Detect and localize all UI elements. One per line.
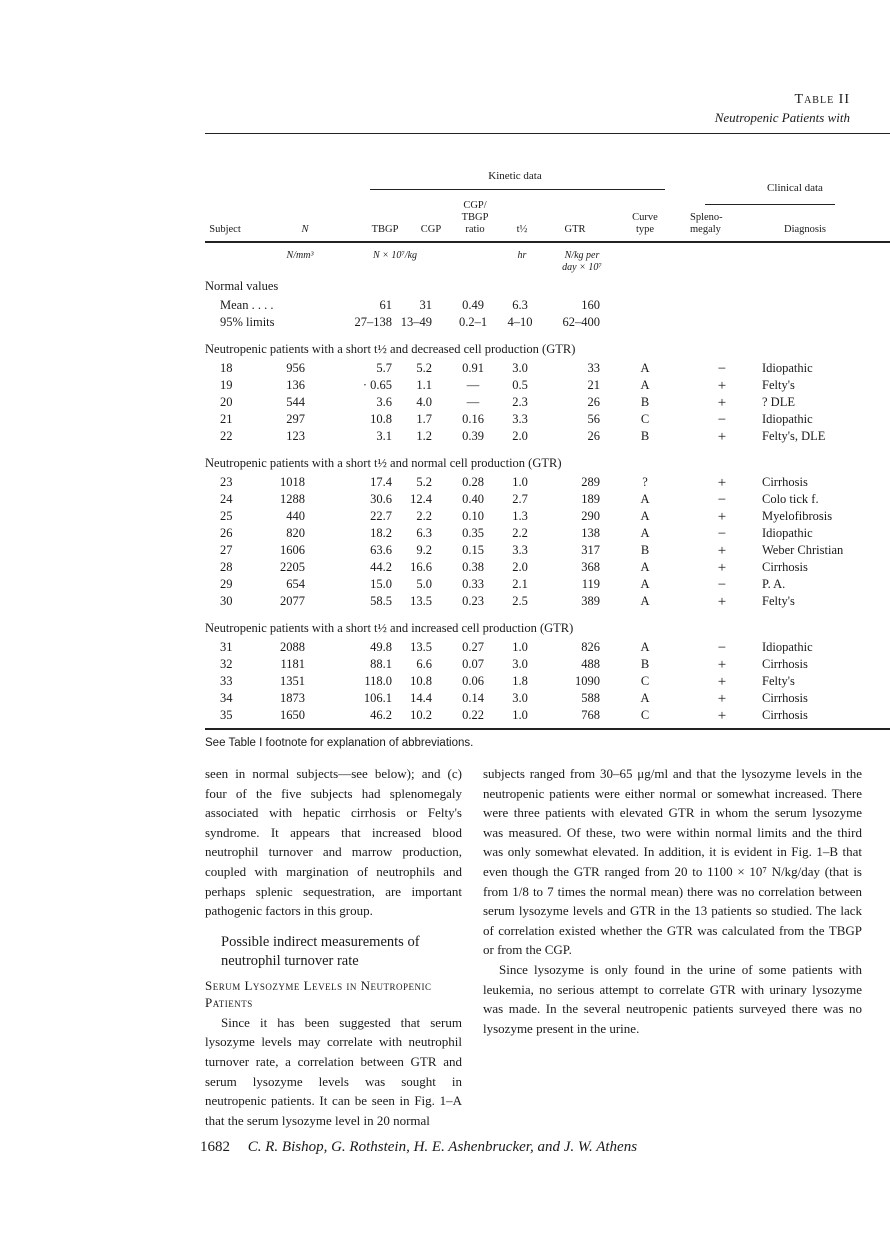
table-row [205, 412, 890, 429]
unit-t-half: hr [517, 250, 527, 261]
cell-subject: 31 [220, 640, 233, 654]
cell-cgp: 13.5 [410, 640, 432, 654]
col-tbgp: TBGP [371, 224, 399, 235]
cell-subject: 35 [220, 708, 233, 722]
cell-t-half: 0.5 [512, 378, 528, 392]
subsection-heading: Serum Lysozyme Levels in Neutropenic Patients [205, 977, 432, 1010]
cell-n: 1606 [280, 543, 305, 557]
cell-subject: 26 [220, 526, 233, 540]
cell-tbgp: 18.2 [370, 526, 392, 540]
normal-values-heading [205, 279, 890, 298]
cell-curve-type: A [640, 361, 650, 375]
col-curve-line1: Curve [632, 212, 658, 223]
cell-t-half: 3.3 [512, 543, 528, 557]
cell-splenomegaly: + [717, 395, 727, 411]
cell-gtr: 56 [587, 412, 600, 426]
table-row [205, 674, 890, 691]
cell-subject: 18 [220, 361, 233, 375]
cell-gtr: 826 [581, 640, 600, 654]
unit-gtr [552, 250, 612, 274]
cell-splenomegaly: + [717, 708, 727, 724]
cell-splenomegaly: − [717, 361, 727, 377]
cell-ratio: 0.10 [462, 509, 484, 523]
table-row [205, 543, 890, 560]
cell-tbgp: 46.2 [370, 708, 392, 722]
section-heading: Possible indirect measurements of neutrophil turnover rate [221, 933, 420, 969]
cell-n: 654 [286, 577, 305, 591]
cell-n: 1288 [280, 492, 305, 506]
cell-n: 1181 [280, 657, 305, 671]
section-title: Neutropenic patients with a short t½ and decreased cell production (GTR) [205, 342, 576, 356]
cell-t-half: 3.3 [512, 412, 528, 426]
cell-cgp: 2.2 [416, 509, 432, 523]
cell-diagnosis: Cirrhosis [762, 691, 808, 705]
normal-mean-row [205, 298, 890, 315]
cell-ratio: 0.16 [462, 412, 484, 426]
cell-splenomegaly: + [717, 429, 727, 445]
cell-ratio: 0.14 [462, 691, 484, 705]
normal-values-label: Normal values [205, 279, 279, 293]
cell-tbgp: 22.7 [370, 509, 392, 523]
cell-gtr: 588 [581, 691, 600, 705]
cell-subject: 30 [220, 594, 233, 608]
cell-curve-type: A [640, 509, 650, 523]
table-row [205, 577, 890, 594]
section-gap [205, 446, 890, 456]
unit-pool: N × 10⁷/kg [372, 250, 418, 261]
cell-splenomegaly: + [717, 543, 727, 559]
cell-cgp: 31 [419, 298, 432, 312]
cell-ratio: 0.33 [462, 577, 484, 591]
cell-diagnosis: ? DLE [762, 395, 795, 409]
cell-ratio: 0.35 [462, 526, 484, 540]
cell-cgp: 1.7 [416, 412, 432, 426]
cell-t-half: 2.1 [512, 577, 528, 591]
cell-t-half: 2.3 [512, 395, 528, 409]
cell-splenomegaly: − [717, 640, 727, 656]
cell-diagnosis: Colo tick f. [762, 492, 819, 506]
cell-ratio: 0.91 [462, 361, 484, 375]
cell-cgp: 1.2 [416, 429, 432, 443]
cell-diagnosis: Idiopathic [762, 526, 813, 540]
cell-tbgp: 106.1 [363, 691, 392, 705]
section-title: Neutropenic patients with a short t½ and increased cell production (GTR) [205, 621, 574, 635]
table-row [205, 560, 890, 577]
cell-subject: 33 [220, 674, 233, 688]
cell-subject: 24 [220, 492, 233, 506]
cell-n: 1873 [280, 691, 305, 705]
cell-tbgp: 17.4 [370, 475, 392, 489]
clinical-data-group: Clinical data [767, 182, 823, 194]
cell-tbgp: 61 [379, 298, 392, 312]
right-column [483, 764, 862, 1038]
cell-gtr: 21 [587, 378, 600, 392]
table-row [205, 395, 890, 412]
row-label: 95% limits [220, 315, 275, 329]
cell-gtr: 488 [581, 657, 600, 671]
table-row [205, 361, 890, 378]
cell-gtr: 368 [581, 560, 600, 574]
cell-diagnosis: Felty's [762, 378, 795, 392]
cell-subject: 22 [220, 429, 233, 443]
cell-t-half: 2.0 [512, 560, 528, 574]
authors: C. R. Bishop, G. Rothstein, H. E. Ashenbrucker, and J. W. Athens [247, 1139, 638, 1155]
cell-tbgp: 3.6 [376, 395, 392, 409]
table-label: Table II [794, 92, 850, 107]
cell-curve-type: A [640, 378, 650, 392]
cell-tbgp: 30.6 [370, 492, 392, 506]
cell-curve-type: C [640, 412, 650, 426]
col-gtr: GTR [564, 224, 586, 235]
cell-subject: 34 [220, 691, 233, 705]
cell-subject: 20 [220, 395, 233, 409]
cell-diagnosis: Idiopathic [762, 361, 813, 375]
col-curve-type [625, 212, 665, 236]
cell-curve-type: A [640, 526, 650, 540]
cell-n: 2088 [280, 640, 305, 654]
cell-cgp: 5.2 [416, 475, 432, 489]
cell-cgp: 14.4 [410, 691, 432, 705]
col-t-half: t½ [516, 224, 528, 235]
cell-ratio: 0.2–1 [458, 315, 488, 329]
cell-curve-type: A [640, 560, 650, 574]
cell-gtr: 138 [581, 526, 600, 540]
col-ratio [455, 200, 495, 236]
cell-t-half: 2.7 [512, 492, 528, 506]
cell-cgp: 6.3 [416, 526, 432, 540]
cell-gtr: 26 [587, 395, 600, 409]
cell-diagnosis: Weber Christian [762, 543, 844, 557]
section-title: Neutropenic patients with a short t½ and normal cell production (GTR) [205, 456, 562, 470]
cell-t-half: 1.0 [512, 475, 528, 489]
cell-ratio: — [466, 378, 480, 392]
cell-gtr: 189 [581, 492, 600, 506]
cell-curve-type: B [640, 657, 650, 671]
cell-gtr: 317 [581, 543, 600, 557]
cell-gtr: 290 [581, 509, 600, 523]
table-row [205, 378, 890, 395]
table-row [205, 657, 890, 674]
table-row [205, 429, 890, 446]
top-rule [205, 133, 890, 134]
cell-t-half: 2.0 [512, 429, 528, 443]
cell-curve-type: A [640, 691, 650, 705]
cell-diagnosis: Felty's [762, 674, 795, 688]
col-ratio-line2: TBGP [461, 212, 489, 223]
cell-diagnosis: Myelofibrosis [762, 509, 833, 523]
unit-gtr-line1: N/kg per [564, 250, 600, 261]
row-label: Mean . . . . [220, 298, 274, 312]
cell-ratio: 0.27 [462, 640, 484, 654]
cell-subject: 28 [220, 560, 233, 574]
cell-t-half: 6.3 [512, 298, 528, 312]
table-row [205, 640, 890, 657]
cell-gtr: 62–400 [562, 315, 600, 329]
section-gap [205, 332, 890, 342]
col-curve-line2: type [635, 224, 655, 235]
col-spleno-line2: megaly [690, 224, 721, 235]
table-row [205, 509, 890, 526]
cell-gtr: 33 [587, 361, 600, 375]
cell-t-half: 1.8 [512, 674, 528, 688]
cell-tbgp: 44.2 [370, 560, 392, 574]
cell-cgp: 10.8 [410, 674, 432, 688]
cell-cgp: 1.1 [416, 378, 432, 392]
cell-tbgp: 63.6 [370, 543, 392, 557]
cell-ratio: 0.39 [462, 429, 484, 443]
cell-splenomegaly: − [717, 577, 727, 593]
table-row [205, 492, 890, 509]
cell-tbgp: 5.7 [376, 361, 392, 375]
cell-cgp: 5.2 [416, 361, 432, 375]
cell-n: 1650 [280, 708, 305, 722]
cell-subject: 29 [220, 577, 233, 591]
cell-t-half: 4–10 [507, 315, 533, 329]
cell-tbgp: 15.0 [370, 577, 392, 591]
cell-cgp: 10.2 [410, 708, 432, 722]
col-splenomegaly [690, 212, 740, 236]
cell-curve-type: B [640, 395, 650, 409]
cell-curve-type: A [640, 640, 650, 654]
col-n: N [301, 224, 309, 235]
cell-t-half: 2.5 [512, 594, 528, 608]
cell-ratio: 0.28 [462, 475, 484, 489]
cell-t-half: 2.2 [512, 526, 528, 540]
cell-n: 2077 [280, 594, 305, 608]
cell-subject: 32 [220, 657, 233, 671]
cell-t-half: 3.0 [512, 657, 528, 671]
cell-curve-type: A [640, 594, 650, 608]
table-title: Neutropenic Patients with [714, 110, 850, 125]
clinical-rule [705, 204, 835, 205]
cell-n: 544 [286, 395, 305, 409]
cell-diagnosis: Cirrhosis [762, 657, 808, 671]
cell-curve-type: B [640, 543, 650, 557]
cell-diagnosis: Cirrhosis [762, 560, 808, 574]
cell-splenomegaly: + [717, 674, 727, 690]
paragraph: Since it has been suggested that serum lysozyme levels may correlate with neutrophil turnover rate, a correlation between GTR and serum lysozyme levels was sought in neutropenic patients. It can be seen in Fig. 1–A that the serum lysozyme level in 20 normal [205, 1014, 462, 1128]
cell-tbgp: 27–138 [354, 315, 392, 329]
cell-splenomegaly: − [717, 492, 727, 508]
cell-n: 1018 [280, 475, 305, 489]
cell-splenomegaly: + [717, 560, 727, 576]
cell-n: 820 [286, 526, 305, 540]
cell-splenomegaly: + [717, 509, 727, 525]
unit-gtr-line2: day × 10⁷ [562, 262, 602, 273]
cell-diagnosis: Cirrhosis [762, 475, 808, 489]
cell-tbgp: 88.1 [370, 657, 392, 671]
cell-n: 136 [286, 378, 305, 392]
cell-ratio: 0.07 [462, 657, 484, 671]
section-heading [205, 621, 890, 640]
cell-tbgp: 118.0 [364, 674, 392, 688]
cell-ratio: 0.49 [462, 298, 484, 312]
cell-gtr: 26 [587, 429, 600, 443]
cell-cgp: 5.0 [416, 577, 432, 591]
normal-limits-row [205, 315, 890, 332]
cell-subject: 19 [220, 378, 233, 392]
cell-subject: 25 [220, 509, 233, 523]
cell-gtr: 768 [581, 708, 600, 722]
cell-tbgp: 10.8 [370, 412, 392, 426]
unit-n: N/mm³ [286, 250, 314, 261]
bottom-rule [205, 728, 890, 730]
cell-diagnosis: Felty's [762, 594, 795, 608]
cell-ratio: 0.15 [462, 543, 484, 557]
cell-n: 1351 [280, 674, 305, 688]
cell-splenomegaly: + [717, 475, 727, 491]
table-row [205, 708, 890, 725]
paragraph: Since lysozyme is only found in the urine of some patients with leukemia, no serious attempt to correlate GTR with urinary lysozyme was made. In the several neutropenic patients surveyed there was no lysozyme present in the urine. [483, 961, 862, 1036]
page-footer [200, 1139, 637, 1156]
cell-gtr: 289 [581, 475, 600, 489]
table-row [205, 526, 890, 543]
cell-t-half: 1.0 [512, 708, 528, 722]
table-row [205, 475, 890, 492]
col-subject: Subject [209, 224, 241, 235]
cell-tbgp: · 0.65 [362, 378, 392, 392]
cell-t-half: 1.0 [512, 640, 528, 654]
table-footnote: See Table I footnote for explanation of abbreviations. [205, 737, 474, 749]
cell-gtr: 389 [581, 594, 600, 608]
col-cgp: CGP [420, 224, 442, 235]
cell-gtr: 160 [581, 298, 600, 312]
cell-subject: 27 [220, 543, 233, 557]
cell-diagnosis: Cirrhosis [762, 708, 808, 722]
col-spleno-line1: Spleno- [690, 212, 723, 223]
cell-splenomegaly: − [717, 526, 727, 542]
cell-cgp: 12.4 [410, 492, 432, 506]
cell-tbgp: 58.5 [370, 594, 392, 608]
cell-n: 440 [286, 509, 305, 523]
col-ratio-line1: CGP/ [463, 200, 487, 211]
cell-n: 123 [286, 429, 305, 443]
col-diagnosis: Diagnosis [784, 224, 826, 235]
cell-diagnosis: Idiopathic [762, 412, 813, 426]
kinetic-data-group: Kinetic data [488, 170, 542, 182]
cell-cgp: 13.5 [410, 594, 432, 608]
paragraph: subjects ranged from 30–65 μg/ml and that the lysozyme levels in the neutropenic patients were either normal or somewhat increased. There were three patients with elevated GTR in whom the serum lysozyme was measured. Of these, two were within normal limits and the third was only somewhat elevated. In addition, it is evident in Fig. 1–B that even though the GTR ranged from 20 to 1100 × 10⁷ N/kg/day (that is from 1/8 to 7 times the normal mean) there was no correlation between serum lysozyme levels and GTR in the 13 patients so studied. The lack of correlation existed whether the GTR was calculated from the TBGP or from the CGP. [483, 766, 862, 958]
cell-ratio: 0.23 [462, 594, 484, 608]
cell-cgp: 4.0 [416, 395, 432, 409]
col-ratio-line3: ratio [465, 224, 485, 235]
cell-t-half: 1.3 [512, 509, 528, 523]
kinetic-rule [370, 189, 665, 190]
cell-diagnosis: Idiopathic [762, 640, 813, 654]
cell-splenomegaly: + [717, 691, 727, 707]
cell-curve-type: B [640, 429, 650, 443]
cell-ratio: 0.06 [462, 674, 484, 688]
data-table [205, 279, 890, 725]
cell-splenomegaly: + [717, 657, 727, 673]
table-row [205, 691, 890, 708]
cell-t-half: 3.0 [512, 361, 528, 375]
cell-tbgp: 49.8 [370, 640, 392, 654]
cell-n: 956 [286, 361, 305, 375]
cell-ratio: 0.22 [462, 708, 484, 722]
cell-gtr: 119 [581, 577, 600, 591]
cell-curve-type: A [640, 577, 650, 591]
cell-curve-type: A [640, 492, 650, 506]
cell-cgp: 6.6 [416, 657, 432, 671]
cell-tbgp: 3.1 [376, 429, 392, 443]
cell-curve-type: C [640, 674, 650, 688]
cell-cgp: 9.2 [416, 543, 432, 557]
section-gap [205, 611, 890, 621]
paragraph: seen in normal subjects—see below); and (c) four of the five subjects had splenomegaly associated with hepatic cirrhosis or Felty's syndrome. It appears that increased blood neutrophil turnover and marrow production, coupled with margination of neutrophils and perhaps splenic sequestration, are important pathogenic factors in this group. [205, 766, 462, 919]
cell-ratio: 0.40 [462, 492, 484, 506]
section-heading [205, 342, 890, 361]
cell-n: 297 [286, 412, 305, 426]
cell-gtr: 1090 [575, 674, 600, 688]
cell-diagnosis: P. A. [762, 577, 786, 591]
cell-subject: 23 [220, 475, 233, 489]
section-heading [205, 456, 890, 475]
header-rule [205, 241, 890, 243]
cell-cgp: 16.6 [410, 560, 432, 574]
cell-subject: 21 [220, 412, 233, 426]
cell-diagnosis: Felty's, DLE [762, 429, 826, 443]
left-column [205, 764, 462, 1130]
cell-curve-type: ? [642, 475, 648, 489]
cell-curve-type: C [640, 708, 650, 722]
cell-splenomegaly: + [717, 594, 727, 610]
cell-ratio: 0.38 [462, 560, 484, 574]
cell-splenomegaly: − [717, 412, 727, 428]
cell-t-half: 3.0 [512, 691, 528, 705]
cell-splenomegaly: + [717, 378, 727, 394]
cell-n: 2205 [280, 560, 305, 574]
page-number: 1682 [200, 1139, 230, 1155]
cell-ratio: — [466, 395, 480, 409]
cell-cgp: 13–49 [400, 315, 432, 329]
table-row [205, 594, 890, 611]
